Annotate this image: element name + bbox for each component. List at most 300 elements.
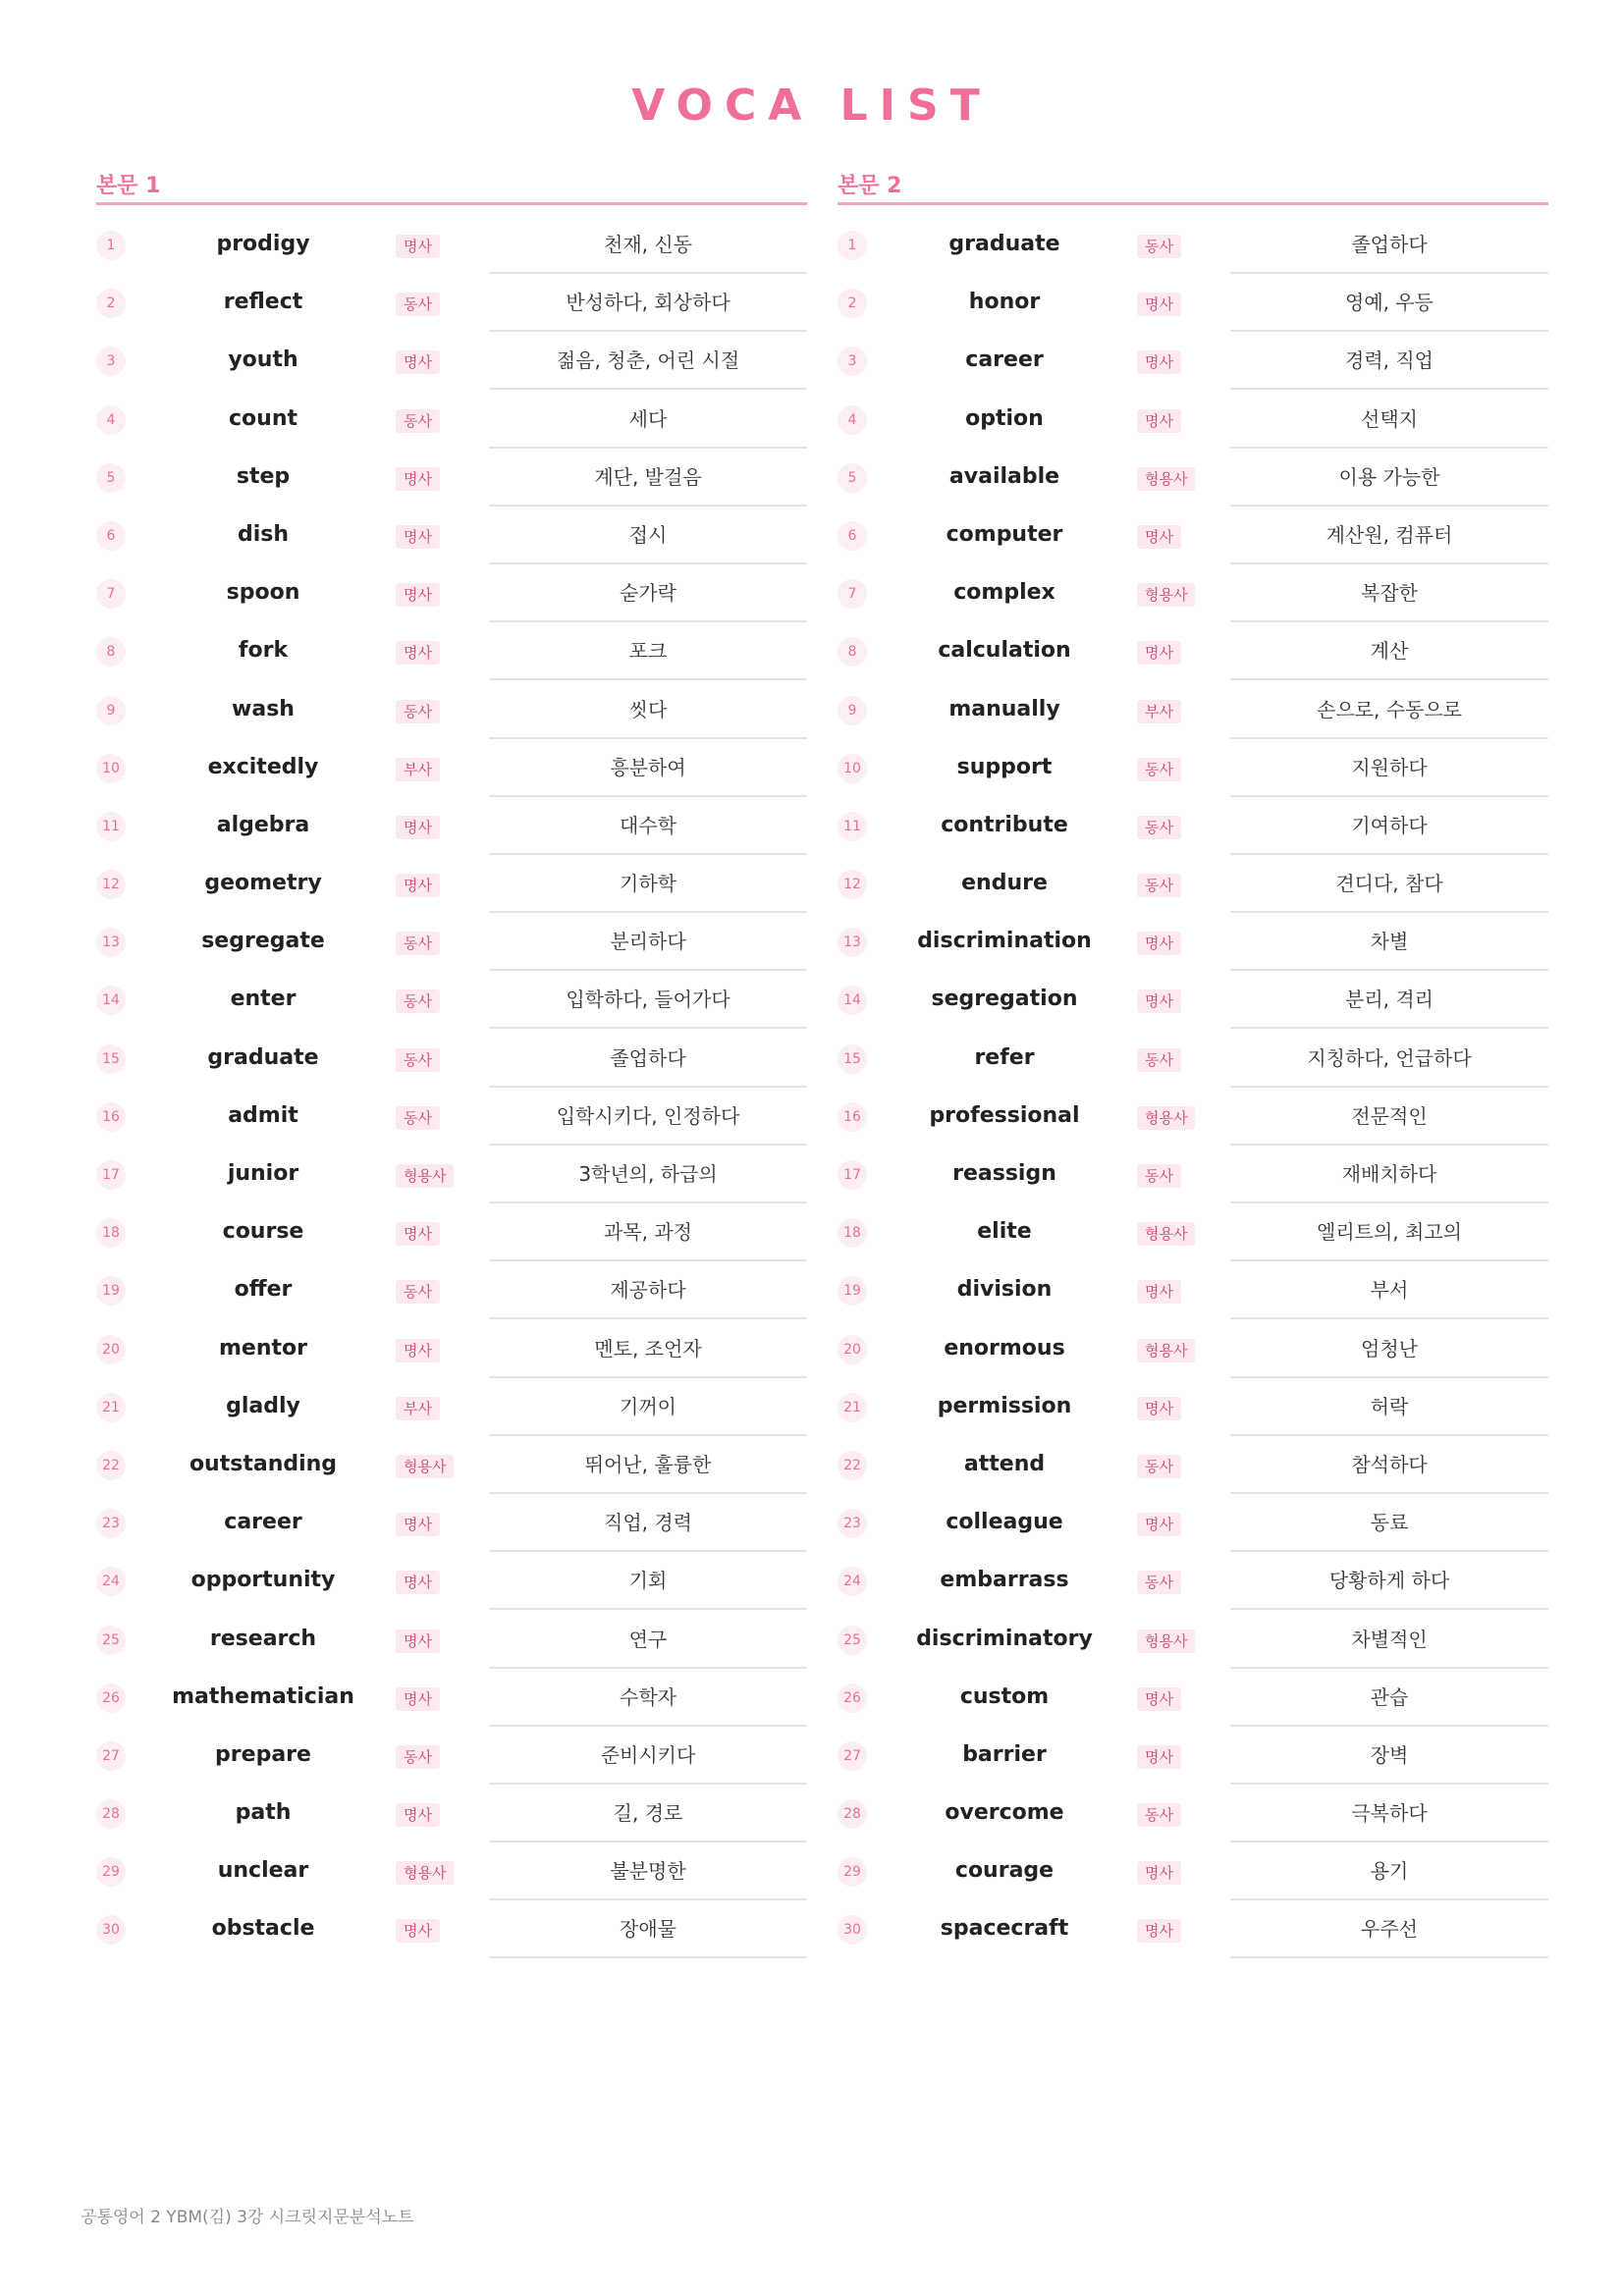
vocab-word: honor	[968, 290, 1041, 315]
item-number-badge: 26	[96, 1683, 126, 1713]
item-number-badge: 26	[838, 1683, 867, 1713]
vocab-row	[838, 1321, 1548, 1379]
part-of-speech-tag: 동사	[1137, 874, 1181, 897]
vocab-word: division	[956, 1277, 1053, 1303]
word-meaning: 불분명한	[489, 1843, 807, 1900]
vocab-word: career	[965, 347, 1044, 373]
word-meaning: 손으로, 수동으로	[1230, 682, 1548, 739]
vocab-word: unclear	[217, 1858, 309, 1884]
item-number-badge: 28	[838, 1799, 867, 1829]
vocab-word: algebra	[216, 812, 310, 837]
vocab-word: elite	[977, 1219, 1032, 1245]
item-number-badge: 10	[96, 754, 126, 783]
word-meaning: 반성하다, 회상하다	[489, 275, 807, 332]
part-of-speech-tag: 동사	[1137, 1048, 1181, 1072]
vocab-word: mentor	[219, 1335, 307, 1361]
word-meaning: 접시	[489, 507, 807, 564]
item-number-badge: 25	[96, 1626, 126, 1655]
item-number-badge: 30	[96, 1915, 126, 1945]
part-of-speech-tag: 명사	[396, 1629, 440, 1653]
item-number-badge: 4	[838, 405, 867, 435]
vocab-word: contribute	[941, 812, 1068, 837]
part-of-speech-tag: 명사	[1137, 932, 1181, 955]
vocab-row	[96, 1204, 807, 1262]
vocab-row	[838, 1031, 1548, 1089]
part-of-speech-tag: 명사	[396, 1571, 440, 1594]
word-meaning: 엄청난	[1230, 1321, 1548, 1378]
word-meaning: 영예, 우등	[1230, 275, 1548, 332]
vocab-row	[96, 1901, 807, 1959]
vocab-row	[838, 507, 1548, 565]
part-of-speech-tag: 형용사	[396, 1861, 454, 1885]
item-number-badge: 28	[96, 1799, 126, 1829]
part-of-speech-tag: 명사	[396, 874, 440, 897]
word-meaning: 흥분하여	[489, 740, 807, 797]
vocab-row	[96, 1437, 807, 1495]
word-meaning: 젊음, 청춘, 어린 시절	[489, 333, 807, 390]
word-meaning: 기하학	[489, 856, 807, 913]
vocab-word: embarrass	[940, 1568, 1069, 1593]
vocab-word: spacecraft	[940, 1916, 1069, 1942]
item-number-badge: 9	[838, 696, 867, 725]
item-number-badge: 17	[96, 1160, 126, 1190]
word-meaning: 준비시키다	[489, 1728, 807, 1785]
vocab-row	[838, 1089, 1548, 1147]
item-number-badge: 12	[96, 870, 126, 899]
part-of-speech-tag: 부사	[396, 1397, 440, 1420]
vocab-row	[96, 275, 807, 333]
part-of-speech-tag: 명사	[1137, 350, 1181, 374]
item-number-badge: 1	[838, 231, 867, 260]
vocab-word: spoon	[226, 580, 300, 606]
word-meaning: 차별적인	[1230, 1612, 1548, 1669]
part-of-speech-tag: 명사	[396, 1339, 440, 1362]
part-of-speech-tag: 명사	[1137, 1513, 1181, 1536]
word-meaning: 뛰어난, 훌륭한	[489, 1437, 807, 1494]
word-meaning: 관습	[1230, 1670, 1548, 1727]
word-meaning: 기여하다	[1230, 798, 1548, 855]
word-meaning: 장애물	[489, 1901, 807, 1958]
vocab-word: custom	[959, 1683, 1050, 1709]
vocab-row	[96, 1786, 807, 1843]
item-number-badge: 6	[96, 521, 126, 551]
item-number-badge: 19	[96, 1276, 126, 1306]
vocab-word: reflect	[223, 290, 303, 315]
item-number-badge: 22	[96, 1451, 126, 1480]
vocab-row	[838, 565, 1548, 623]
item-number-badge: 2	[838, 289, 867, 318]
item-number-badge: 22	[838, 1451, 867, 1480]
word-meaning: 입학시키다, 인정하다	[489, 1089, 807, 1146]
part-of-speech-tag: 명사	[1137, 1687, 1181, 1711]
word-meaning: 3학년의, 하급의	[489, 1147, 807, 1203]
part-of-speech-tag: 명사	[396, 350, 440, 374]
part-of-speech-tag: 명사	[1137, 409, 1181, 433]
vocab-row	[96, 1089, 807, 1147]
vocab-word: graduate	[207, 1044, 319, 1070]
vocab-row	[96, 623, 807, 681]
section-heading: 본문 1	[96, 174, 161, 198]
item-number-badge: 29	[838, 1857, 867, 1887]
part-of-speech-tag: 동사	[396, 1280, 440, 1304]
part-of-speech-tag: 명사	[396, 1803, 440, 1827]
vocab-row	[96, 507, 807, 565]
vocab-row	[838, 1437, 1548, 1495]
part-of-speech-tag: 형용사	[1137, 467, 1195, 491]
word-meaning: 지원하다	[1230, 740, 1548, 797]
part-of-speech-tag: 형용사	[1137, 1222, 1195, 1246]
item-number-badge: 23	[96, 1509, 126, 1538]
vocab-word: prepare	[215, 1741, 311, 1767]
vocab-word: overcome	[945, 1800, 1064, 1826]
part-of-speech-tag: 명사	[1137, 1397, 1181, 1420]
vocab-word: colleague	[946, 1510, 1063, 1535]
item-number-badge: 9	[96, 696, 126, 725]
word-meaning: 기꺼이	[489, 1379, 807, 1436]
vocab-word: graduate	[948, 232, 1060, 256]
vocab-row	[96, 1612, 807, 1670]
vocab-word: fork	[238, 638, 289, 664]
vocab-row	[838, 798, 1548, 856]
item-number-badge: 2	[96, 289, 126, 318]
vocab-row	[838, 217, 1548, 275]
item-number-badge: 13	[96, 928, 126, 957]
vocab-row	[96, 1031, 807, 1089]
item-number-badge: 24	[96, 1567, 126, 1596]
vocab-row	[838, 914, 1548, 972]
item-number-badge: 29	[96, 1857, 126, 1887]
vocab-word: computer	[946, 521, 1063, 547]
word-meaning: 당황하게 하다	[1230, 1553, 1548, 1610]
item-number-badge: 17	[838, 1160, 867, 1190]
part-of-speech-tag: 동사	[396, 989, 440, 1013]
word-meaning: 참석하다	[1230, 1437, 1548, 1494]
part-of-speech-tag: 명사	[396, 467, 440, 491]
part-of-speech-tag: 형용사	[1137, 1106, 1195, 1130]
item-number-badge: 21	[838, 1393, 867, 1422]
vocab-row	[838, 740, 1548, 798]
word-meaning: 계산원, 컴퓨터	[1230, 507, 1548, 564]
vocab-row	[838, 1262, 1548, 1320]
word-meaning: 과목, 과정	[489, 1204, 807, 1261]
part-of-speech-tag: 명사	[1137, 1919, 1181, 1943]
vocab-word: enter	[230, 987, 297, 1012]
vocab-row	[838, 972, 1548, 1030]
section-heading: 본문 2	[838, 174, 902, 198]
vocab-row	[96, 1553, 807, 1611]
vocab-row	[96, 217, 807, 275]
vocab-row	[838, 856, 1548, 914]
vocab-word: endure	[961, 871, 1048, 896]
vocab-word: segregate	[201, 929, 325, 954]
page-title: VOCA LIST	[631, 80, 992, 131]
vocab-word: geometry	[204, 871, 322, 896]
vocab-row	[96, 1147, 807, 1204]
part-of-speech-tag: 동사	[396, 700, 440, 723]
vocab-word: outstanding	[189, 1451, 338, 1476]
vocab-word: permission	[937, 1393, 1072, 1418]
part-of-speech-tag: 명사	[396, 583, 440, 607]
item-number-badge: 21	[96, 1393, 126, 1422]
part-of-speech-tag: 명사	[1137, 525, 1181, 549]
vocab-row	[838, 623, 1548, 681]
word-meaning: 우주선	[1230, 1901, 1548, 1958]
item-number-badge: 16	[96, 1102, 126, 1132]
part-of-speech-tag: 동사	[1137, 1571, 1181, 1594]
part-of-speech-tag: 동사	[396, 932, 440, 955]
vocab-row	[96, 682, 807, 740]
word-meaning: 길, 경로	[489, 1786, 807, 1842]
item-number-badge: 18	[838, 1218, 867, 1248]
word-meaning: 대수학	[489, 798, 807, 855]
item-number-badge: 23	[838, 1509, 867, 1538]
word-meaning: 졸업하다	[489, 1031, 807, 1088]
item-number-badge: 27	[96, 1741, 126, 1771]
word-meaning: 포크	[489, 623, 807, 680]
part-of-speech-tag: 형용사	[1137, 1339, 1195, 1362]
vocab-word: calculation	[938, 638, 1071, 664]
vocab-word: prodigy	[216, 232, 310, 256]
item-number-badge: 18	[96, 1218, 126, 1248]
vocab-row	[96, 972, 807, 1030]
word-meaning: 차별	[1230, 914, 1548, 971]
word-meaning: 기회	[489, 1553, 807, 1610]
item-number-badge: 30	[838, 1915, 867, 1945]
item-number-badge: 27	[838, 1741, 867, 1771]
part-of-speech-tag: 명사	[1137, 1745, 1181, 1769]
vocab-row	[96, 740, 807, 798]
part-of-speech-tag: 동사	[396, 293, 440, 316]
item-number-badge: 14	[96, 986, 126, 1015]
vocab-word: youth	[228, 347, 298, 373]
item-number-badge: 7	[838, 579, 867, 609]
vocab-word: excitedly	[207, 754, 319, 779]
item-number-badge: 3	[96, 347, 126, 376]
part-of-speech-tag: 명사	[1137, 1280, 1181, 1304]
part-of-speech-tag: 명사	[396, 1687, 440, 1711]
vocab-row	[96, 798, 807, 856]
part-of-speech-tag: 명사	[1137, 293, 1181, 316]
item-number-badge: 10	[838, 754, 867, 783]
word-meaning: 동료	[1230, 1495, 1548, 1552]
vocab-row	[96, 1495, 807, 1553]
section-heading-bar	[838, 165, 1548, 205]
vocab-row	[96, 1379, 807, 1437]
vocab-row	[96, 1670, 807, 1728]
part-of-speech-tag: 명사	[396, 1513, 440, 1536]
word-meaning: 지칭하다, 언급하다	[1230, 1031, 1548, 1088]
item-number-badge: 24	[838, 1567, 867, 1596]
vocab-row	[838, 450, 1548, 507]
vocab-row	[838, 1147, 1548, 1204]
vocab-word: support	[956, 754, 1053, 779]
part-of-speech-tag: 동사	[396, 409, 440, 433]
word-meaning: 견디다, 참다	[1230, 856, 1548, 913]
vocab-word: career	[224, 1510, 302, 1535]
vocab-row	[96, 565, 807, 623]
word-meaning: 제공하다	[489, 1262, 807, 1319]
vocab-row	[838, 1612, 1548, 1670]
vocab-word: professional	[929, 1102, 1080, 1128]
word-meaning: 재배치하다	[1230, 1147, 1548, 1203]
vocab-row	[96, 856, 807, 914]
part-of-speech-tag: 명사	[1137, 1861, 1181, 1885]
part-of-speech-tag: 명사	[1137, 641, 1181, 665]
item-number-badge: 3	[838, 347, 867, 376]
vocab-word: offer	[234, 1277, 293, 1303]
part-of-speech-tag: 동사	[396, 1048, 440, 1072]
vocab-word: junior	[227, 1161, 299, 1186]
word-meaning: 분리하다	[489, 914, 807, 971]
word-meaning: 부서	[1230, 1262, 1548, 1319]
vocab-row	[838, 1379, 1548, 1437]
vocab-row	[96, 450, 807, 507]
part-of-speech-tag: 형용사	[1137, 1629, 1195, 1653]
item-number-badge: 11	[96, 812, 126, 841]
word-meaning: 극복하다	[1230, 1786, 1548, 1842]
part-of-speech-tag: 명사	[396, 1919, 440, 1943]
word-meaning: 전문적인	[1230, 1089, 1548, 1146]
item-number-badge: 4	[96, 405, 126, 435]
item-number-badge: 20	[96, 1335, 126, 1364]
vocab-word: mathematician	[172, 1683, 354, 1709]
word-meaning: 숟가락	[489, 565, 807, 622]
vocab-word: path	[235, 1800, 292, 1826]
item-number-badge: 5	[838, 463, 867, 493]
part-of-speech-tag: 동사	[1137, 816, 1181, 839]
vocab-word: step	[236, 463, 291, 489]
word-meaning: 계산	[1230, 623, 1548, 680]
word-meaning: 연구	[489, 1612, 807, 1669]
word-meaning: 수학자	[489, 1670, 807, 1727]
vocab-word: segregation	[931, 987, 1078, 1012]
word-meaning: 분리, 격리	[1230, 972, 1548, 1029]
vocab-row	[838, 333, 1548, 391]
word-meaning: 세다	[489, 392, 807, 449]
word-meaning: 허락	[1230, 1379, 1548, 1436]
vocab-word: option	[965, 405, 1044, 431]
part-of-speech-tag: 명사	[396, 641, 440, 665]
part-of-speech-tag: 동사	[1137, 1803, 1181, 1827]
word-meaning: 복잡한	[1230, 565, 1548, 622]
item-number-badge: 6	[838, 521, 867, 551]
vocab-word: wash	[232, 696, 295, 721]
part-of-speech-tag: 동사	[1137, 758, 1181, 781]
section-text-2	[838, 165, 1548, 1960]
vocab-list	[96, 217, 807, 1960]
part-of-speech-tag: 명사	[396, 816, 440, 839]
item-number-badge: 25	[838, 1626, 867, 1655]
item-number-badge: 8	[96, 637, 126, 667]
section-heading-bar	[96, 165, 807, 205]
vocab-row	[838, 1786, 1548, 1843]
part-of-speech-tag: 형용사	[1137, 583, 1195, 607]
item-number-badge: 5	[96, 463, 126, 493]
part-of-speech-tag: 명사	[396, 1222, 440, 1246]
vocab-row	[838, 275, 1548, 333]
item-number-badge: 8	[838, 637, 867, 667]
vocab-row	[838, 1670, 1548, 1728]
word-meaning: 입학하다, 들어가다	[489, 972, 807, 1029]
vocab-word: course	[222, 1219, 304, 1245]
part-of-speech-tag: 동사	[1137, 1164, 1181, 1188]
vocab-row	[838, 392, 1548, 450]
part-of-speech-tag: 명사	[396, 235, 440, 258]
item-number-badge: 7	[96, 579, 126, 609]
word-meaning: 졸업하다	[1230, 217, 1548, 274]
vocab-row	[838, 682, 1548, 740]
vocab-word: available	[948, 463, 1060, 489]
vocab-word: manually	[948, 696, 1060, 721]
vocab-word: barrier	[962, 1741, 1047, 1767]
word-meaning: 이용 가능한	[1230, 450, 1548, 507]
part-of-speech-tag: 형용사	[396, 1455, 454, 1478]
item-number-badge: 13	[838, 928, 867, 957]
item-number-badge: 20	[838, 1335, 867, 1364]
word-meaning: 선택지	[1230, 392, 1548, 449]
vocab-word: refer	[974, 1044, 1035, 1070]
vocab-row	[838, 1495, 1548, 1553]
part-of-speech-tag: 동사	[1137, 235, 1181, 258]
vocab-row	[838, 1728, 1548, 1786]
part-of-speech-tag: 동사	[396, 1745, 440, 1769]
vocab-row	[838, 1843, 1548, 1901]
item-number-badge: 11	[838, 812, 867, 841]
item-number-badge: 1	[96, 231, 126, 260]
part-of-speech-tag: 부사	[396, 758, 440, 781]
part-of-speech-tag: 동사	[396, 1106, 440, 1130]
section-text-1	[96, 165, 807, 1960]
item-number-badge: 12	[838, 870, 867, 899]
word-meaning: 용기	[1230, 1843, 1548, 1900]
part-of-speech-tag: 부사	[1137, 700, 1181, 723]
vocab-word: discrimination	[917, 929, 1092, 954]
item-number-badge: 19	[838, 1276, 867, 1306]
item-number-badge: 16	[838, 1102, 867, 1132]
vocab-word: attend	[963, 1451, 1046, 1476]
word-meaning: 직업, 경력	[489, 1495, 807, 1552]
vocab-word: courage	[954, 1858, 1055, 1884]
word-meaning: 경력, 직업	[1230, 333, 1548, 390]
vocab-word: admit	[228, 1102, 298, 1128]
vocab-word: opportunity	[190, 1568, 336, 1593]
word-meaning: 천재, 신동	[489, 217, 807, 274]
vocab-word: count	[229, 405, 298, 431]
vocab-row	[838, 1901, 1548, 1959]
vocab-word: research	[209, 1626, 317, 1651]
vocab-word: complex	[953, 580, 1055, 606]
vocab-row	[838, 1204, 1548, 1262]
vocab-row	[96, 333, 807, 391]
item-number-badge: 15	[838, 1044, 867, 1074]
item-number-badge: 15	[96, 1044, 126, 1074]
vocab-word: obstacle	[211, 1916, 315, 1942]
vocab-list	[838, 217, 1548, 1960]
footer-text: 공통영어 2 YBM(김) 3강 시크릿지문분석노트	[81, 2208, 414, 2227]
vocab-row	[96, 914, 807, 972]
word-meaning: 멘토, 조언자	[489, 1321, 807, 1378]
word-meaning: 씻다	[489, 682, 807, 739]
part-of-speech-tag: 명사	[396, 525, 440, 549]
vocab-word: gladly	[226, 1393, 300, 1418]
vocab-row	[96, 392, 807, 450]
vocab-row	[96, 1262, 807, 1320]
vocab-word: dish	[237, 521, 290, 547]
vocab-row	[96, 1728, 807, 1786]
word-meaning: 장벽	[1230, 1728, 1548, 1785]
part-of-speech-tag: 명사	[1137, 989, 1181, 1013]
vocab-word: enormous	[944, 1335, 1065, 1361]
